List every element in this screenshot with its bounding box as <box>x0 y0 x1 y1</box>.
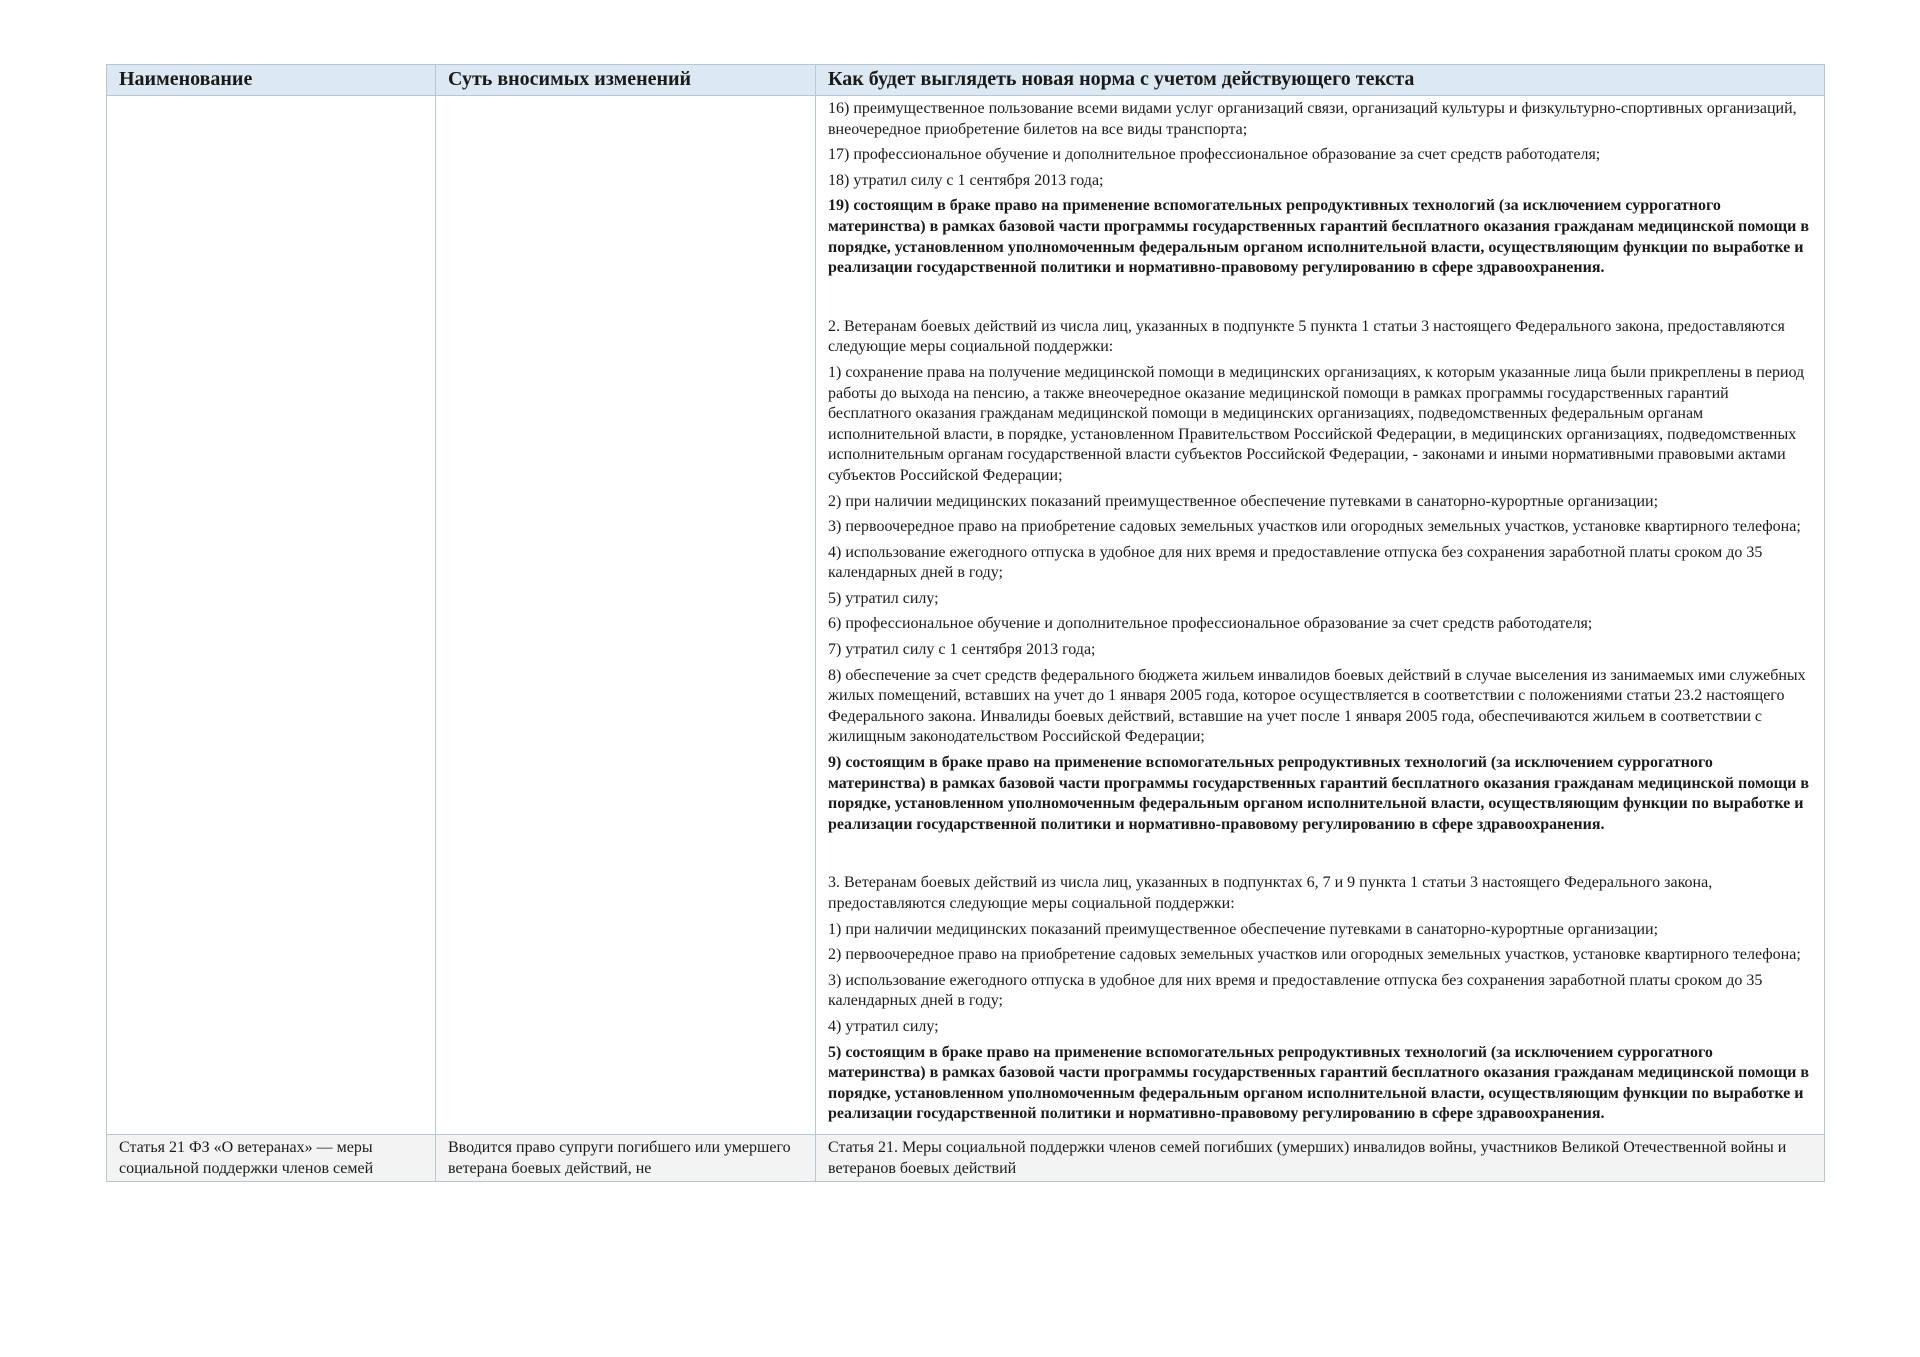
row2-name-text: Статья 21 ФЗ «О ветеранах» — меры социальной поддержки членов семей <box>119 1138 374 1177</box>
norm-paragraph: 4) утратил силу; <box>828 1017 939 1035</box>
norm-paragraph: 3. Ветеранам боевых действий из числа лиц, указанных в подпунктах 6, 7 и 9 пункта 1 статьи 3 настоящего Федерального закона, предоставляются следующие меры социальной поддержки: <box>828 874 1713 912</box>
norm-paragraph: 7) утратил силу с 1 сентября 2013 года; <box>828 641 1096 659</box>
row2-changes-text: Вводится право супруги погибшего или умершего ветерана боевых действий, не <box>448 1138 791 1177</box>
norm-paragraph: 16) преимущественное пользование всеми видами услуг организаций связи, организаций культуры и физкультурно-спортивных организаций, внеочередное приобретение билетов на все виды транспорта; <box>828 100 1797 138</box>
norm-paragraph: 19) состоящим в браке право на применение вспомогательных репродуктивных технологий (за исключением суррогатного материнства) в рамках базовой части программы государственных гарантий бесплатного оказания гражданам медицинской помощи в порядке, установленном уполномоченным федеральным органом исполнительной власти, осуществляющим функции по выработке и реализации государственной политики и нормативно-правовому регулированию в сфере здравоохранения. <box>828 197 1809 277</box>
table-row <box>107 1134 1825 1181</box>
row1-changes-cell <box>436 96 816 1135</box>
header-new-norm: Как будет выглядеть новая норма с учетом действующего текста <box>816 65 1825 96</box>
norm-paragraph: 2) первоочередное право на приобретение садовых земельных участков или огородных земельных участков, установке квартирного телефона; <box>828 946 1801 964</box>
norm-paragraph: 2) при наличии медицинских показаний преимущественное обеспечение путевками в санаторно-курортные организации; <box>828 492 1659 510</box>
row1-new-norm-cell <box>816 96 1825 1135</box>
norm-paragraph: 3) первоочередное право на приобретение садовых земельных участков или огородных земельных участков, установке квартирного телефона; <box>828 518 1801 536</box>
row1-name-cell <box>107 96 436 1135</box>
row2-changes-cell <box>436 1134 816 1181</box>
table-header-row <box>107 65 1825 96</box>
norm-paragraph: 17) профессиональное обучение и дополнительное профессиональное образование за счет средств работодателя; <box>828 146 1601 164</box>
norm-paragraph: 8) обеспечение за счет средств федерального бюджета жильем инвалидов боевых действий в случае выселения из занимаемых ими служебных жилых помещений, вставших на учет до 1 января 2005 года, которое осуществляется в соответствии с положениями статьи 23.2 настоящего Федерального закона. Инвалиды боевых действий, вставшие на учет после 1 января 2005 года, обеспечиваются жильем в соответствии с жилищным законодательством Российской Федерации; <box>828 666 1806 746</box>
norm-paragraph: 9) состоящим в браке право на применение вспомогательных репродуктивных технологий (за исключением суррогатного материнства) в рамках базовой части программы государственных гарантий бесплатного оказания гражданам медицинской помощи в порядке, установленном уполномоченным федеральным органом исполнительной власти, осуществляющим функции по выработке и реализации государственной политики и нормативно-правовому регулированию в сфере здравоохранения. <box>828 754 1809 833</box>
row2-new-norm-cell <box>816 1134 1825 1181</box>
norm-paragraph: 5) утратил силу; <box>828 589 939 607</box>
norm-paragraph: 18) утратил силу с 1 сентября 2013 года; <box>828 171 1104 189</box>
row2-name-cell <box>107 1134 436 1181</box>
norm-paragraph: 5) состоящим в браке право на применение вспомогательных репродуктивных технологий (за исключением суррогатного материнства) в рамках базовой части программы государственных гарантий бесплатного оказания гражданам медицинской помощи в порядке, установленном уполномоченным федеральным органом исполнительной власти, осуществляющим функции по выработке и реализации государственной политики и нормативно-правовому регулированию в сфере здравоохранения. <box>828 1043 1809 1123</box>
norm-paragraph: 2. Ветеранам боевых действий из числа лиц, указанных в подпункте 5 пункта 1 статьи 3 настоящего Федерального закона, предоставляются следующие меры социальной поддержки: <box>828 317 1785 356</box>
row2-new-norm-text: Статья 21. Меры социальной поддержки членов семей погибших (умерших) инвалидов войны, участников Великой Отечественной войны и ветеранов боевых действий <box>828 1138 1787 1177</box>
header-changes: Суть вносимых изменений <box>436 65 816 96</box>
comparison-table <box>106 64 1825 1182</box>
norm-paragraph: 6) профессиональное обучение и дополнительное профессиональное образование за счет средств работодателя; <box>828 615 1593 633</box>
norm-paragraph: 3) использование ежегодного отпуска в удобное для них время и предоставление отпуска без сохранения заработной платы сроком до 35 календарных дней в году; <box>828 971 1763 1010</box>
norm-paragraph: 1) сохранение права на получение медицинской помощи в медицинских организациях, к которым указанные лица были прикреплены в период работы до выхода на пенсию, а также внеочередное оказание медицинской помощи в рамках программы государственных гарантий бесплатного оказания гражданам медицинской помощи в медицинских организациях, подведомственных федеральным органам исполнительной власти, в порядке, установленном Правительством Российской Федерации, в медицинских организациях, подведомственных исполнительным органам государственной власти субъектов Российской Федерации, - законами и иными нормативными правовыми актами субъектов Российской Федерации; <box>828 363 1805 484</box>
table-row <box>107 96 1825 1135</box>
header-name: Наименование <box>107 65 436 96</box>
norm-paragraph: 4) использование ежегодного отпуска в удобное для них время и предоставление отпуска без сохранения заработной платы сроком до 35 календарных дней в году; <box>828 543 1763 582</box>
norm-paragraph: 1) при наличии медицинских показаний преимущественное обеспечение путевками в санаторно-курортные организации; <box>828 920 1659 938</box>
